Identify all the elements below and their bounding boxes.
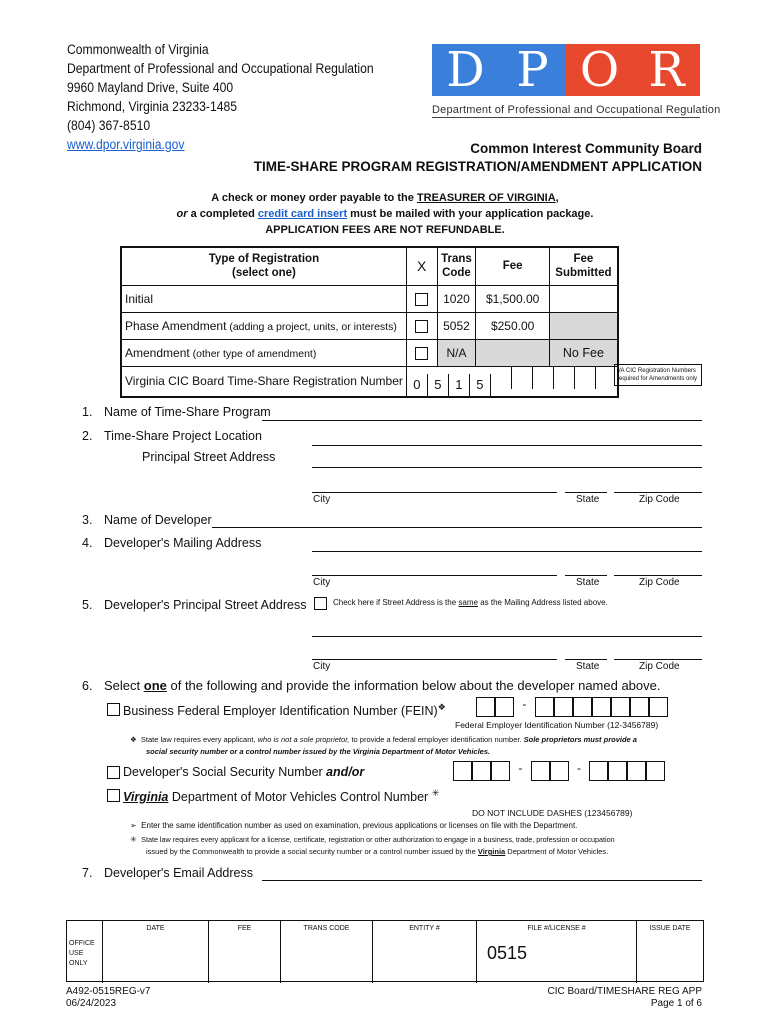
file-license-number: 0515: [487, 943, 528, 963]
fein-checkbox[interactable]: [107, 703, 120, 716]
dmv-checkbox[interactable]: [107, 789, 120, 802]
initial-fee-submitted[interactable]: [549, 285, 617, 312]
page-info: CIC Board/TIMESHARE REG APP Page 1 of 6: [547, 986, 702, 1009]
developer-name-field[interactable]: [212, 527, 702, 528]
mailing-address-label: Developer's Mailing Address: [104, 536, 262, 550]
principal-state-field[interactable]: [565, 659, 607, 660]
mailing-zip-field[interactable]: [614, 575, 702, 576]
ssn-dmv-input[interactable]: - -: [453, 761, 665, 784]
fein-input[interactable]: -: [476, 697, 668, 720]
and-or-text: and/or: [326, 765, 365, 779]
phase-amendment-checkbox[interactable]: [415, 320, 428, 333]
principal-address-line-1[interactable]: [312, 636, 702, 637]
office-use-box: OFFICE USE ONLY DATE FEE TRANS CODE ENTITY # FILE #/LICENSE # 0515 ISSUE DATE: [66, 920, 704, 982]
project-address-line-2[interactable]: [312, 467, 702, 468]
mailing-address-line-1[interactable]: [312, 551, 702, 552]
identification-notes: ➢ Enter the same identification number as used on examination, previous applications or licenses on file with the Department. ✳ State law requires every applicant for a license, certificate, registration or other authorization to engage in a business, trade, profession or occupation issued by the Commonwealth to provide a social security number or a control number issued by the Virginia Department of Motor Vehicles.: [130, 821, 615, 856]
address-line-3: 9960 Mayland Drive, Suite 400: [67, 80, 234, 95]
registration-number-label: Virginia CIC Board Time-Share Registration Number: [121, 366, 406, 397]
program-name-label: Name of Time-Share Program: [104, 405, 271, 419]
project-state-field[interactable]: [565, 492, 607, 493]
website-link[interactable]: www.dpor.virginia.gov: [67, 137, 185, 152]
form-title: TIME-SHARE PROGRAM REGISTRATION/AMENDMENT APPLICATION: [253, 159, 702, 174]
dmv-label: Virginia Department of Motor Vehicles Control Number ✳: [123, 788, 440, 805]
program-name-field[interactable]: [262, 420, 702, 421]
project-location-label: Time-Share Project Location: [104, 429, 262, 443]
ssn-label: Developer's Social Security Number: [123, 765, 323, 779]
initial-checkbox[interactable]: [415, 293, 428, 306]
registration-number-note: VA CIC Registration Numbers required for Amendments only: [614, 364, 702, 386]
address-phone: (804) 367-8510: [67, 118, 151, 133]
mailing-city-field[interactable]: [312, 575, 557, 576]
principal-zip-field[interactable]: [614, 659, 702, 660]
principal-city-field[interactable]: [312, 659, 557, 660]
address-line-1: Commonwealth of Virginia: [67, 42, 209, 57]
email-label: Developer's Email Address: [104, 866, 253, 880]
registration-number-row: [121, 366, 618, 397]
address-line-4: Richmond, Virginia 23233-1485: [67, 99, 237, 114]
logo-tagline: Department of Professional and Occupational Regulation: [432, 104, 721, 116]
treasurer-text: TREASURER OF VIRGINIA: [416, 192, 556, 204]
logo-letter-o: O: [566, 44, 633, 96]
address-line-2: Department of Professional and Occupational Regulation: [67, 61, 374, 76]
payment-notice: A check or money order payable to the TREASURER OF VIRGINIA, or a completed credit card insert must be mailed with your application package. APPLICATION FEES ARE NOT REFUNDABLE.: [0, 190, 770, 238]
fein-label: Business Federal Employer Identification Number (FEIN)❖: [123, 702, 446, 719]
nonrefundable-notice: APPLICATION FEES ARE NOT REFUNDABLE.: [265, 224, 505, 236]
fein-caption: Federal Employer Identification Number (12-3456789): [455, 720, 659, 730]
project-zip-field[interactable]: [614, 492, 702, 493]
principal-street-label: Principal Street Address: [142, 450, 276, 464]
same-address-text: Check here if Street Address is the same as the Mailing Address listed above.: [333, 598, 608, 607]
office-use-label: OFFICE USE ONLY: [67, 921, 103, 983]
header-fee: Fee: [476, 247, 550, 285]
amendment-checkbox[interactable]: [415, 347, 428, 360]
developer-name-label: Name of Developer: [104, 513, 212, 527]
credit-card-insert-link[interactable]: credit card insert: [257, 208, 348, 220]
logo-letter-d: D: [432, 44, 499, 96]
header-type: Type of Registration (select one): [121, 247, 406, 285]
logo-letter-p: P: [499, 44, 566, 96]
logo-letter-r: R: [633, 44, 700, 96]
board-name: Common Interest Community Board: [470, 141, 702, 156]
email-field[interactable]: [262, 880, 702, 881]
fein-note: ❖ State law requires every applicant, who is not a sole proprietor, to provide a federal employer identification number. Sole proprietors must provide a social security number or a control number issued by the Virginia Department of Motor Vehicles.: [130, 735, 637, 756]
dpor-logo: [432, 42, 721, 122]
fee-row-amendment: Amendment (other type of amendment) N/A No Fee: [121, 339, 618, 366]
header-trans-code: Trans Code: [437, 247, 476, 285]
same-address-checkbox[interactable]: [314, 597, 327, 610]
select-one-instruction: Select one of the following and provide the information below about the developer named above.: [104, 678, 661, 693]
fee-table: [120, 246, 619, 398]
agency-address: [67, 40, 408, 154]
no-dashes-note: DO NOT INCLUDE DASHES (123456789): [472, 808, 633, 818]
header-fee-submitted: Fee Submitted: [549, 247, 617, 285]
project-city-field[interactable]: [312, 492, 557, 493]
principal-address-label: Developer's Principal Street Address: [104, 598, 307, 612]
ssn-checkbox[interactable]: [107, 766, 120, 779]
fee-row-phase-amendment: Phase Amendment (adding a project, units, or interests) 5052 $250.00: [121, 312, 618, 339]
fee-row-initial: Initial 1020 $1,500.00: [121, 285, 618, 312]
mailing-state-field[interactable]: [565, 575, 607, 576]
registration-number-input[interactable]: 0 5 1 5: [406, 366, 618, 397]
project-address-line-1[interactable]: [312, 445, 702, 446]
header-x: X: [406, 247, 437, 285]
form-id: A492-0515REG-v7 06/24/2023: [66, 986, 151, 1009]
